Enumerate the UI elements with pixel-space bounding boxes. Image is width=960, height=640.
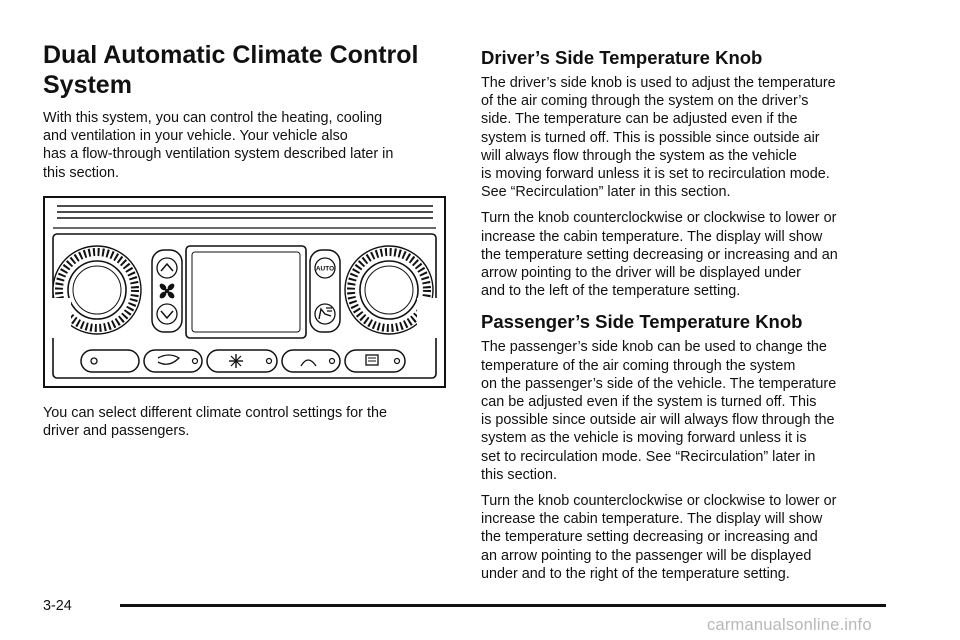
- intro-paragraph: With this system, you can control the heating, cooling and ventilation in your vehicle. Your vehicle also has a flow-through ventilation system described later in this section.: [43, 110, 394, 181]
- driver-knob-paragraph-2: Turn the knob counterclockwise or clockwise to lower or increase the cabin temperature. The display will show the temperature setting decreasing or increasing and an arrow pointing to the driver will be displayed under and to the left of the temperature setting.: [481, 210, 838, 300]
- climate-panel-svg: [45, 198, 444, 386]
- passenger-knob-heading: Passenger’s Side Temperature Knob: [481, 311, 803, 333]
- footer-rule: [120, 604, 886, 607]
- left-column: [43, 40, 448, 182]
- settings-paragraph: You can select different climate control settings for the driver and passengers.: [43, 405, 387, 440]
- fan-speed-buttons: [152, 250, 182, 332]
- figure-caption-paragraph: [43, 404, 448, 440]
- title-line-1: Dual Automatic Climate Control: [43, 41, 419, 69]
- snowflake-icon: [229, 354, 243, 368]
- right-column: [481, 46, 886, 583]
- power-button: [81, 350, 139, 372]
- page-title: [43, 40, 448, 100]
- auto-and-mode-buttons: [310, 250, 340, 332]
- driver-knob-heading: Driver’s Side Temperature Knob: [481, 47, 763, 68]
- passenger-knob-paragraph-1: The passenger’s side knob can be used to change the temperature of the air coming through the system on the passenger’s side of the vehicle. The temperature can be adjusted even if the system is turned off. This is possible since outside air will always flow through the system as the vehicle is moving forward unless it is set to recirculation mode. See “Recirculation” later in this section.: [481, 339, 837, 483]
- watermark: carmanualsonline.info: [707, 616, 872, 634]
- auto-label: AUTO: [315, 265, 335, 273]
- title-line-2: System: [43, 71, 132, 99]
- driver-knob-paragraph-1: The driver’s side knob is used to adjust the temperature of the air coming through the system on the driver’s side. The temperature can be adjusted even if the system is turned off. This is possible since outside air will always flow through the system as the vehicle is moving forward unless it is set to recirculation mode. See “Recirculation” later in this section.: [481, 75, 836, 201]
- bottom-button-row: [81, 350, 405, 372]
- page-number: 3-24: [43, 598, 72, 614]
- passenger-knob-paragraph-2: Turn the knob counterclockwise or clockwise to lower or increase the cabin temperature. The display will show the temperature setting decreasing or increasing and an arrow pointing to the passenger will be displayed under and to the right of the temperature setting.: [481, 493, 837, 582]
- rear-defrost-icon: [366, 355, 378, 365]
- climate-control-panel-illustration: [43, 196, 446, 388]
